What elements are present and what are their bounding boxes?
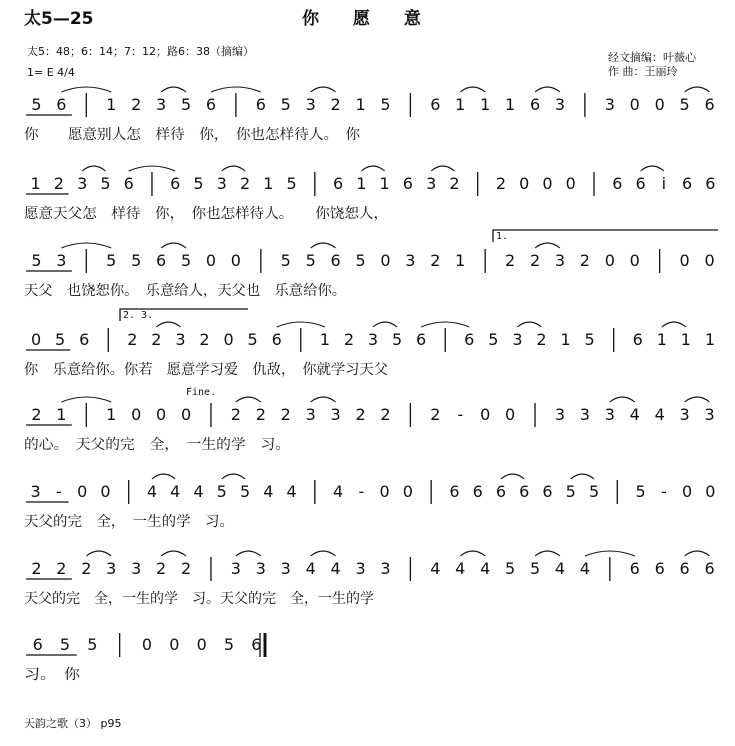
note: 3 [30, 482, 41, 501]
note: 4 [333, 482, 344, 501]
note: 6 [654, 559, 665, 578]
note: 6 [402, 174, 413, 193]
rest: 0 [654, 95, 665, 114]
note: 6 [682, 174, 693, 193]
note: 5 [216, 482, 227, 501]
note: 1 [355, 95, 366, 114]
slur [211, 87, 261, 92]
note: 6 [416, 330, 427, 349]
note: 3 [305, 405, 316, 424]
note: 3 [405, 251, 416, 270]
slur [585, 551, 635, 556]
note: 5 [239, 482, 251, 501]
note: 6 [79, 330, 90, 349]
note: 5 [131, 251, 142, 270]
note: 2 [255, 405, 266, 424]
note: 6 [495, 482, 507, 501]
slur [517, 322, 541, 327]
rest: 0 [679, 251, 690, 270]
note: 2 [529, 251, 541, 270]
note: 2 [180, 559, 192, 578]
note: 6 [704, 559, 715, 578]
note: 6 [612, 174, 623, 193]
note: 2 [330, 95, 341, 114]
note: 2 [536, 330, 547, 349]
note: 6 [32, 635, 43, 654]
slur [641, 166, 664, 171]
note: 5 [355, 251, 366, 270]
rest: 0 [402, 482, 413, 501]
note: 3 [367, 330, 379, 349]
slur [311, 397, 336, 402]
note: 3 [604, 95, 615, 114]
lyricist-credit: 经文摘编：叶薇心 [608, 51, 696, 64]
slur [685, 551, 710, 556]
note: 4 [263, 482, 274, 501]
note: 6 [635, 174, 646, 193]
note: 6 [255, 95, 266, 114]
volta-number: 1. [496, 231, 509, 242]
rest: 0 [223, 330, 234, 349]
note: 4 [146, 482, 158, 501]
note: 6 [464, 330, 475, 349]
note: 1 [680, 330, 691, 349]
note: 6 [123, 174, 134, 193]
note: 2 [31, 405, 42, 424]
song-title: 你 愿 意 [302, 9, 435, 29]
note: 5 [193, 174, 204, 193]
lyric-line: 天父的完 全，一生的学 习。天父的完 全，一生的学 [24, 591, 374, 607]
lyric-line: 愿意天父怎 样待 你， 你也怎样待人。 你饶恕人， [24, 206, 374, 222]
note: 6 [449, 482, 460, 501]
note: 6 [271, 330, 282, 349]
note: 2 [53, 174, 64, 193]
rest: 0 [77, 482, 88, 501]
lyric-line: 你 乐意给你。你若 愿意学习爱 仇敌， 你就学习天父 [24, 362, 381, 378]
note: 6 [704, 95, 715, 114]
note: 3 [512, 330, 523, 349]
note: 1 [505, 95, 516, 114]
note: 1 [319, 330, 330, 349]
sustain-dash: - [660, 482, 667, 501]
note: 2 [449, 174, 460, 193]
slur [685, 87, 710, 92]
slur [571, 474, 594, 479]
note: 6 [472, 482, 483, 501]
note: 6 [542, 482, 553, 501]
note: 2 [430, 251, 441, 270]
note: 5 [380, 95, 391, 114]
note: 5 [31, 95, 42, 114]
rest: 0 [629, 95, 640, 114]
note: 6 [56, 95, 67, 114]
rest: 0 [169, 635, 180, 654]
note: 6 [629, 559, 640, 578]
rest: 0 [196, 635, 207, 654]
rest: 0 [480, 405, 491, 424]
slur [156, 322, 180, 327]
note: 5 [505, 559, 516, 578]
note: 5 [55, 330, 66, 349]
rest: 0 [156, 405, 167, 424]
note: i [661, 174, 667, 193]
note: 2 [280, 405, 291, 424]
note: 6 [170, 174, 181, 193]
note: 4 [286, 482, 297, 501]
note: 5 [280, 95, 291, 114]
sustain-dash: - [358, 482, 365, 501]
note: 1 [455, 95, 466, 114]
slur [373, 322, 397, 327]
rest: 0 [629, 251, 640, 270]
note: 4 [455, 559, 466, 578]
rest: 0 [100, 482, 111, 501]
rest: 0 [180, 405, 192, 424]
slur [535, 87, 560, 92]
rest: 0 [704, 251, 715, 270]
slur [662, 322, 686, 327]
note: 2 [505, 251, 516, 270]
note: 5 [305, 251, 316, 270]
note: 3 [106, 559, 117, 578]
lyric-line: 天父的完 全， 一生的学 习。 [24, 514, 227, 530]
rest: 0 [379, 482, 390, 501]
slur [535, 243, 560, 248]
note: 2 [131, 95, 142, 114]
note: 2 [355, 405, 366, 424]
note: 6 [251, 635, 262, 654]
note: 4 [654, 405, 665, 424]
note: 3 [280, 559, 291, 578]
note: 1 [30, 174, 41, 193]
note: 1 [455, 251, 466, 270]
note: 3 [380, 559, 391, 578]
rest: 0 [682, 482, 693, 501]
note: 5 [529, 559, 541, 578]
note: 3 [131, 559, 142, 578]
slur [236, 397, 261, 402]
rest: 0 [705, 482, 716, 501]
note: 4 [480, 559, 491, 578]
rest: 0 [505, 405, 516, 424]
slur [152, 474, 175, 479]
note: 1 [106, 405, 117, 424]
slur [460, 551, 485, 556]
slur [311, 551, 336, 556]
note: 3 [255, 559, 266, 578]
note: 1 [656, 330, 667, 349]
note: 5 [59, 635, 71, 654]
note: 2 [495, 174, 507, 193]
note: 3 [679, 405, 690, 424]
note: 4 [170, 482, 181, 501]
note: 5 [223, 635, 235, 654]
note: 1 [263, 174, 274, 193]
note: 4 [305, 559, 316, 578]
note: 4 [330, 559, 341, 578]
note: 3 [704, 405, 715, 424]
note: 6 [205, 95, 217, 114]
rest: 0 [519, 174, 530, 193]
slur [501, 474, 524, 479]
slur [161, 243, 186, 248]
note: 5 [588, 482, 600, 501]
note: 6 [156, 251, 167, 270]
note: 2 [151, 330, 162, 349]
note: 3 [554, 95, 566, 114]
note: 1 [480, 95, 491, 114]
note: 3 [579, 405, 590, 424]
note: 6 [330, 251, 341, 270]
note: 2 [127, 330, 138, 349]
note: 2 [380, 405, 391, 424]
note: 6 [333, 174, 344, 193]
note: 2 [31, 559, 42, 578]
note: 5 [679, 95, 690, 114]
note: 2 [343, 330, 355, 349]
note: 5 [106, 251, 117, 270]
note: 3 [330, 405, 341, 424]
scripture-reference: 太5—25 [24, 9, 94, 29]
note: 2 [239, 174, 251, 193]
note: 4 [629, 405, 640, 424]
note: 6 [430, 95, 441, 114]
note: 5 [584, 330, 595, 349]
rest: 0 [380, 251, 391, 270]
rest: 0 [565, 174, 576, 193]
slur [311, 87, 336, 92]
slur [86, 551, 111, 556]
slur [161, 551, 186, 556]
slur [129, 166, 176, 171]
slur [82, 166, 105, 171]
note: 3 [175, 330, 186, 349]
slur [61, 87, 111, 92]
slur [311, 243, 336, 248]
note: 5 [280, 251, 291, 270]
note: 5 [31, 251, 42, 270]
rest: 0 [542, 174, 553, 193]
rest: 0 [30, 330, 42, 349]
key-signature: 1= E 4/4 [27, 66, 75, 79]
rest: 0 [230, 251, 241, 270]
note: 2 [430, 405, 441, 424]
note: 3 [156, 95, 167, 114]
note: 5 [391, 330, 403, 349]
note: 3 [604, 405, 615, 424]
note: 3 [426, 174, 437, 193]
note: 5 [87, 635, 98, 654]
rest: 0 [131, 405, 142, 424]
note: 6 [529, 95, 541, 114]
rest: 0 [604, 251, 615, 270]
note: 1 [704, 330, 716, 349]
sustain-dash: - [56, 482, 62, 501]
slur [61, 243, 111, 248]
note: 6 [519, 482, 530, 501]
note: 3 [56, 251, 67, 270]
slur [222, 166, 245, 171]
note: 1 [56, 405, 67, 424]
note: 2 [156, 559, 167, 578]
rest: 0 [141, 635, 153, 654]
note: 4 [193, 482, 204, 501]
note: 1 [356, 174, 367, 193]
lyric-line: 天父 也饶恕你。 乐意给人，天父也 乐意给你。 [24, 283, 339, 299]
note: 3 [355, 559, 366, 578]
slur [685, 397, 710, 402]
note: 5 [180, 95, 192, 114]
note: 1 [560, 330, 571, 349]
note: 3 [230, 559, 241, 578]
note: 5 [565, 482, 576, 501]
note: 6 [705, 174, 716, 193]
lyric-line: 你 愿意别人怎 样待 你， 你也怎样待人。 你 [24, 127, 346, 143]
rest: 0 [205, 251, 217, 270]
slur [361, 166, 384, 171]
note: 2 [56, 559, 67, 578]
note: 3 [554, 405, 566, 424]
lyric-line: 的心。 天父的完 全， 一生的学 习。 [24, 437, 276, 453]
note: 5 [180, 251, 192, 270]
note: 3 [554, 251, 566, 270]
composer-credit: 作 曲：王丽玲 [608, 65, 678, 78]
note: 6 [632, 330, 643, 349]
slur [431, 166, 454, 171]
note: 2 [199, 330, 210, 349]
sustain-dash: - [457, 405, 464, 424]
slur [222, 474, 245, 479]
note: 2 [579, 251, 590, 270]
fine-marker: Fine. [186, 387, 217, 398]
note: 1 [379, 174, 390, 193]
note: 4 [554, 559, 566, 578]
slur [535, 551, 560, 556]
slur [161, 87, 186, 92]
slur [421, 322, 469, 327]
lyric-line: 习。 你 [24, 667, 82, 683]
note: 5 [635, 482, 646, 501]
note: 5 [247, 330, 258, 349]
note: 2 [230, 405, 241, 424]
slur [236, 551, 261, 556]
source-book: 天韵之歌（3） p95 [24, 717, 122, 730]
volta-bracket [493, 230, 718, 242]
note: 4 [579, 559, 590, 578]
source-references: 太5：48；6：14；7：12；路6：38（摘编） [27, 45, 254, 58]
note: 6 [679, 559, 690, 578]
note: 1 [106, 95, 117, 114]
slur [61, 397, 111, 402]
note: 4 [430, 559, 441, 578]
slur [460, 87, 485, 92]
note: 5 [100, 174, 111, 193]
slur [277, 322, 325, 327]
note: 5 [488, 330, 499, 349]
note: 3 [305, 95, 316, 114]
note: 2 [81, 559, 92, 578]
note: 5 [286, 174, 297, 193]
volta-number: 2. 3. [123, 310, 154, 321]
note: 3 [77, 174, 88, 193]
slur [610, 397, 635, 402]
note: 3 [216, 174, 227, 193]
